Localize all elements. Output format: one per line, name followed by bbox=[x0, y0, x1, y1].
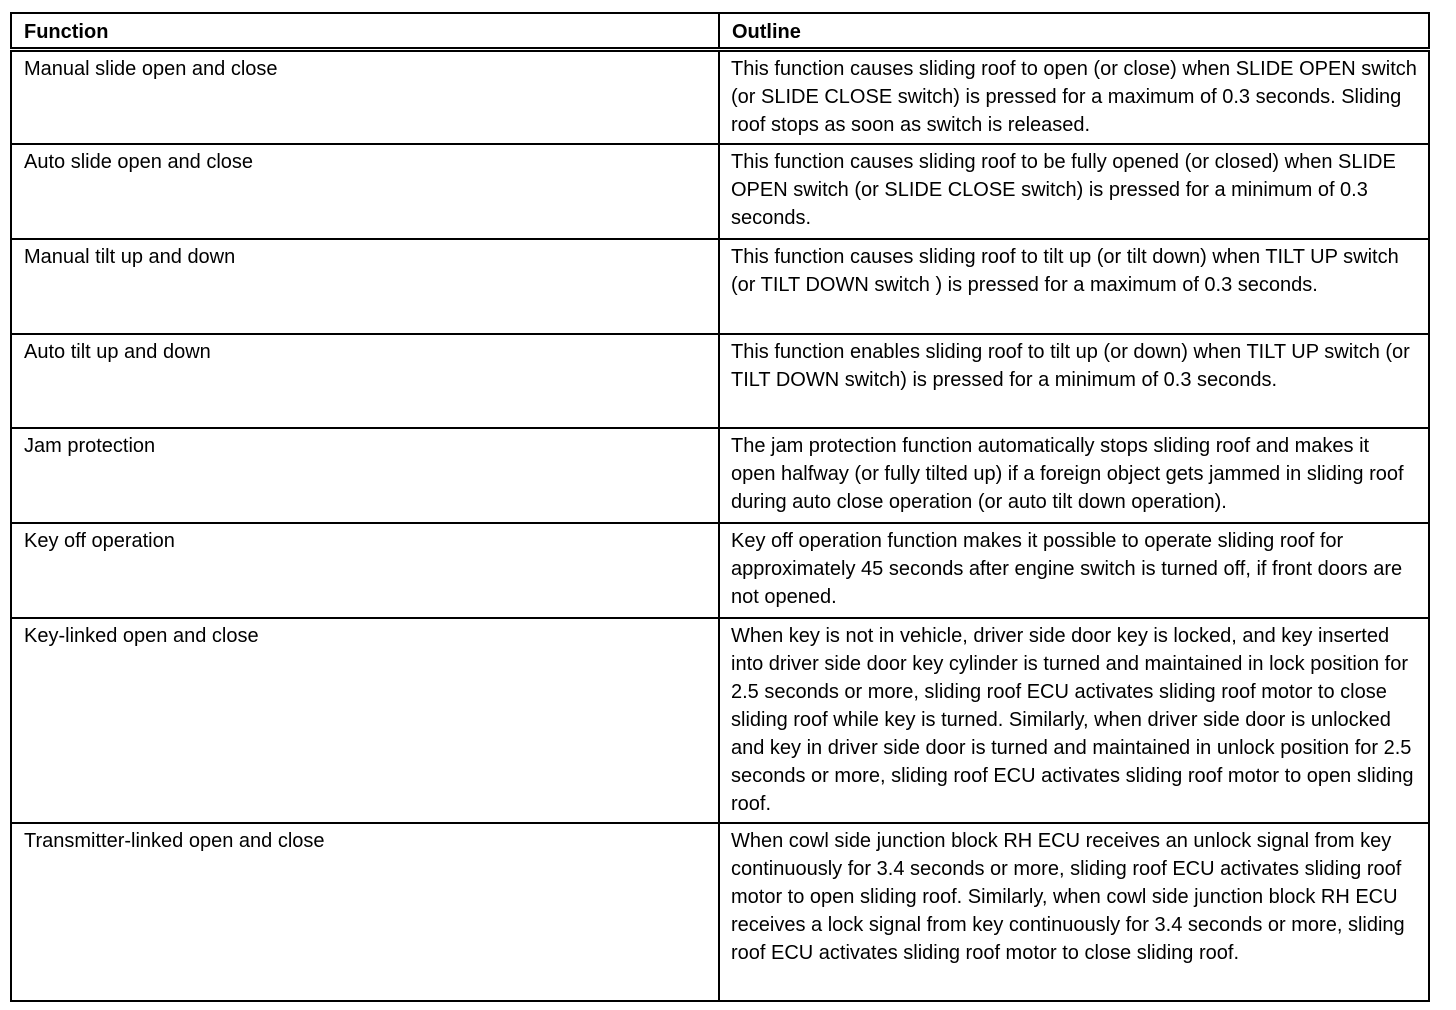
table-row bbox=[11, 49, 1429, 144]
outline-cell: This function causes sliding roof to be fully opened (or closed) when SLIDE OPEN switch (or SLIDE CLOSE switch) is pressed for a minimum of 0.3 seconds. bbox=[719, 144, 1429, 239]
table-row bbox=[11, 144, 1429, 239]
function-outline-document bbox=[10, 12, 1428, 1002]
function-cell: Manual tilt up and down bbox=[11, 239, 719, 334]
table-row bbox=[11, 618, 1429, 823]
function-cell: Key-linked open and close bbox=[11, 618, 719, 823]
table-row bbox=[11, 823, 1429, 1001]
table-row bbox=[11, 428, 1429, 523]
outline-cell: Key off operation function makes it possible to operate sliding roof for approximately 45 seconds after engine switch is turned off, if front doors are not opened. bbox=[719, 523, 1429, 618]
table-row bbox=[11, 239, 1429, 334]
table-row bbox=[11, 523, 1429, 618]
header-function: Function bbox=[11, 13, 719, 49]
header-outline: Outline bbox=[719, 13, 1429, 49]
outline-cell: When cowl side junction block RH ECU receives an unlock signal from key continuously for 3.4 seconds or more, sliding roof ECU activates sliding roof motor to open sliding roof. Similarly, when cowl side junction block RH ECU receives a lock signal from key continuously for 3.4 seconds or more, sliding roof ECU activates sliding roof motor to close sliding roof. bbox=[719, 823, 1429, 1001]
function-cell: Key off operation bbox=[11, 523, 719, 618]
outline-cell: When key is not in vehicle, driver side door key is locked, and key inserted into driver side door key cylinder is turned and maintained in lock position for 2.5 seconds or more, sliding roof ECU activates sliding roof motor to close sliding roof while key is turned. Similarly, when driver side door is unlocked and key in driver side door is turned and maintained in unlock position for 2.5 seconds or more, sliding roof ECU activates sliding roof motor to open sliding roof. bbox=[719, 618, 1429, 823]
function-cell: Manual slide open and close bbox=[11, 49, 719, 144]
outline-cell: This function causes sliding roof to open (or close) when SLIDE OPEN switch (or SLIDE CLOSE switch) is pressed for a maximum of 0.3 seconds. Sliding roof stops as soon as switch is released. bbox=[719, 49, 1429, 144]
function-cell: Jam protection bbox=[11, 428, 719, 523]
table-row bbox=[11, 334, 1429, 428]
table-body bbox=[11, 49, 1429, 1001]
header-row bbox=[11, 13, 1429, 49]
outline-cell: This function causes sliding roof to tilt up (or tilt down) when TILT UP switch (or TILT DOWN switch ) is pressed for a maximum of 0.3 seconds. bbox=[719, 239, 1429, 334]
outline-cell: This function enables sliding roof to tilt up (or down) when TILT UP switch (or TILT DOWN switch) is pressed for a minimum of 0.3 seconds. bbox=[719, 334, 1429, 428]
table-header bbox=[11, 13, 1429, 49]
function-cell: Auto tilt up and down bbox=[11, 334, 719, 428]
function-cell: Auto slide open and close bbox=[11, 144, 719, 239]
function-outline-table bbox=[10, 12, 1430, 1002]
outline-cell: The jam protection function automatically stops sliding roof and makes it open halfway (or fully tilted up) if a foreign object gets jammed in sliding roof during auto close operation (or auto tilt down operation). bbox=[719, 428, 1429, 523]
function-cell: Transmitter-linked open and close bbox=[11, 823, 719, 1001]
